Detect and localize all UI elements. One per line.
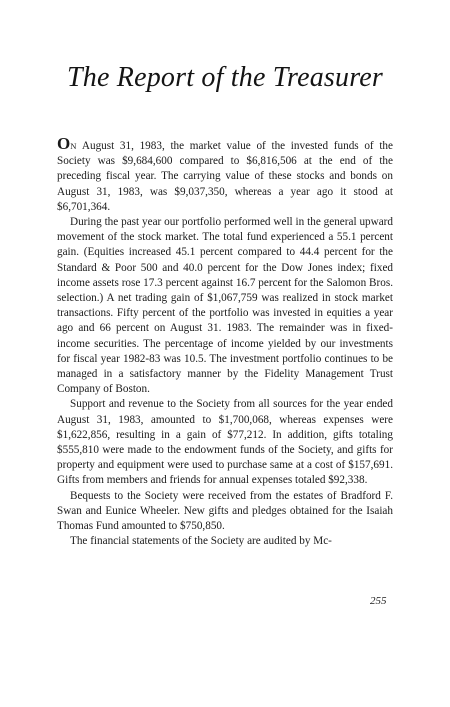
paragraph-5: The financial statements of the Society are audited by Mc-	[70, 535, 332, 548]
paragraph-1-text: August 31, 1983, the market value of the invested funds of the Society was $9,684,600 compared to $6,816,506 at the end of the preceding fiscal year. The carrying value of these stocks and bonds on August 31, 1983, was $9,037,350, whereas a year ago it stood at $6,701,364.	[57, 140, 393, 213]
page-title: The Report of the Treasurer	[67, 62, 383, 93]
paragraph-1	[57, 134, 393, 215]
paragraph-4: Bequests to the Society were received from the estates of Bradford F. Swan and Eunice Wheeler. New gifts and pledges obtained for the Isaiah Thomas Fund amounted to $750,850.	[57, 489, 393, 533]
drop-cap: O	[57, 134, 71, 153]
report-body	[57, 134, 393, 549]
lead-small-caps: N	[70, 141, 77, 151]
page-number: 255	[370, 595, 387, 607]
paragraph-2: During the past year our portfolio performed well in the general upward movement of the stock market. The total fund experienced a 55.1 percent gain. (Equities increased 45.1 percent compared to 44.4 percent for the Standard & Poor 500 and 40.0 percent for the Dow Jones index; fixed income assets rose 17.3 percent against 16.7 percent for the Salomon Bros. selection.) A net trading gain of $1,067,759 was realized in stock market transactions. Fifty percent of the portfolio was invested in equities a year ago and 66 percent on August 31. 1983. The remainder was in fixed-income securities. The percentage of income yielded by our investments for fiscal year 1982-83 was 10.5. The investment portfolio continues to be managed in a satisfactory manner by the Fidelity Management Trust Company of Boston.	[57, 216, 393, 396]
paragraph-3: Support and revenue to the Society from all sources for the year ended August 31, 1983, amounted to $1,700,068, whereas expenses were $1,622,856, resulting in a gain of $77,212. In addition, gifts totaling $555,810 were made to the endowment funds of the Society, and gifts for property and equipment were used to purchase same at a cost of $157,691. Gifts from members and friends for annual expenses totaled $92,338.	[57, 398, 393, 487]
